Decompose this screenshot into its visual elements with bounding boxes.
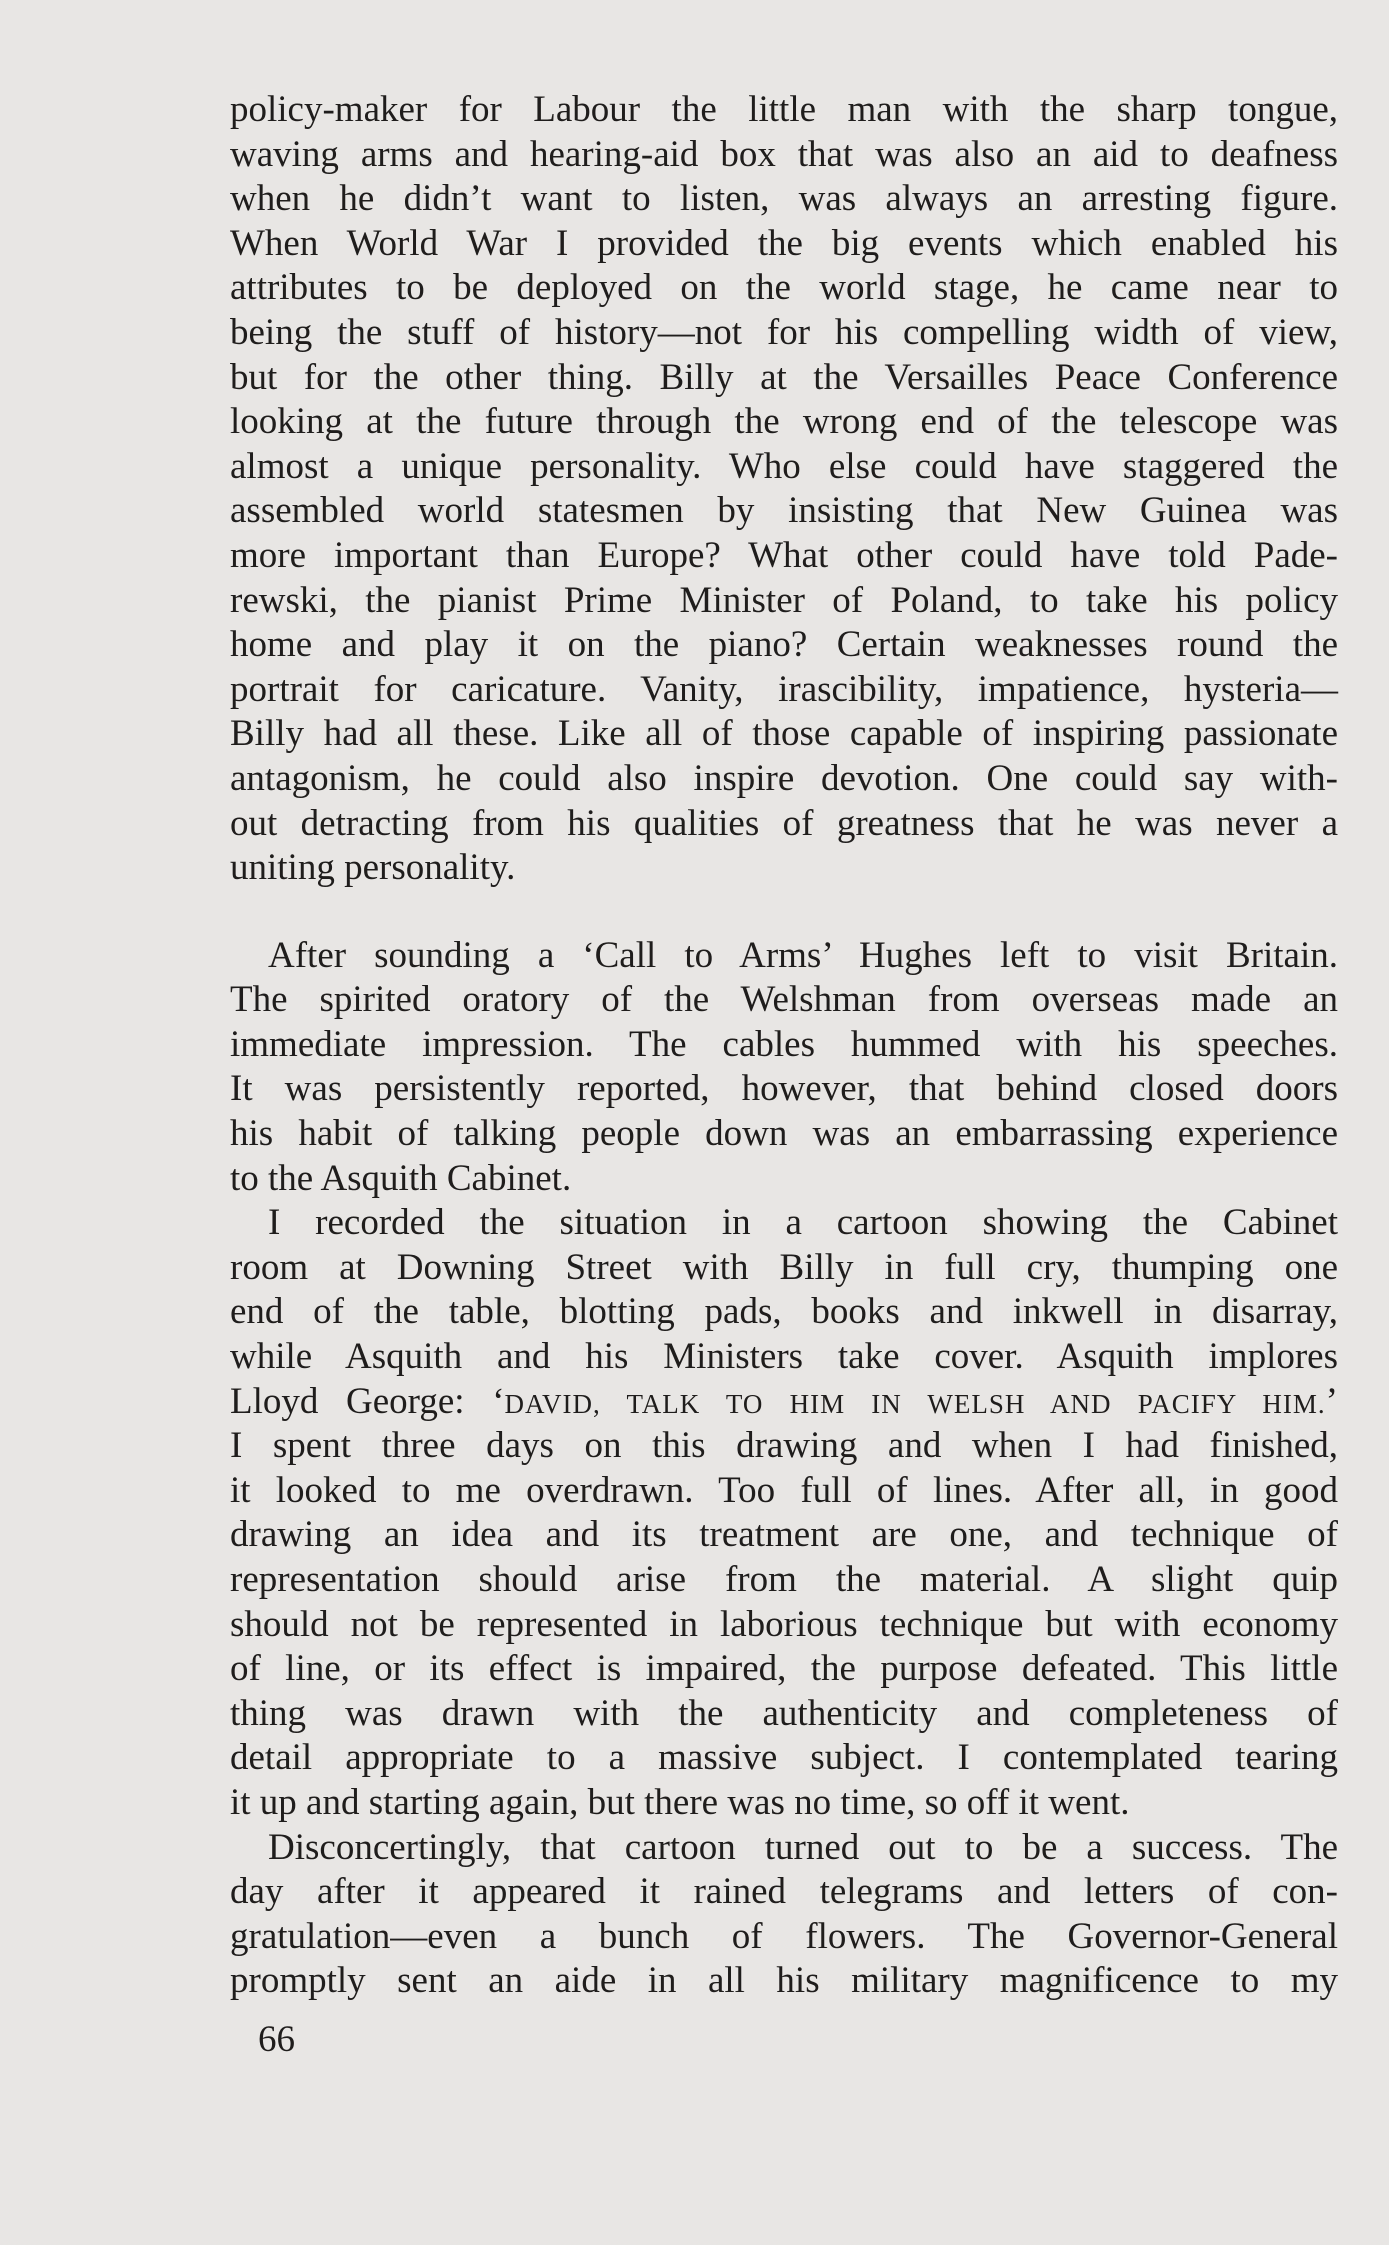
text-line: attributes to be deployed on the world stage, he came near to <box>230 267 1338 309</box>
text-line: room at Downing Street with Billy in full cry, thumping one <box>230 1246 1338 1288</box>
quote-lead: Lloyd George: ‘ <box>230 1380 505 1422</box>
text-line: uniting personality. <box>230 847 516 889</box>
text-line: thing was drawn with the authenticity and completeness of <box>230 1692 1338 1734</box>
quote-smallcaps: DAVID, TALK TO HIM IN WELSH AND PACIFY HIM. <box>504 1388 1326 1419</box>
text-line: should not be represented in laborious technique but with economy <box>230 1603 1338 1645</box>
text-line: being the stuff of history—not for his compelling width of view, <box>230 311 1338 353</box>
text-line: day after it appeared it rained telegrams and letters of con- <box>230 1871 1338 1913</box>
text-line: waving arms and hearing-aid box that was also an aid to deafness <box>230 133 1338 175</box>
text-line: out detracting from his qualities of greatness that he was never a <box>230 802 1338 844</box>
text-line: antagonism, he could also inspire devotion. One could say with- <box>230 757 1338 799</box>
text-line: it up and starting again, but there was no time, so off it went. <box>230 1781 1130 1823</box>
text-line: promptly sent an aide in all his military magnificence to my <box>230 1960 1338 2002</box>
quote-close: ’ <box>1325 1380 1338 1422</box>
text-line: rewski, the pianist Prime Minister of Poland, to take his policy <box>230 579 1338 621</box>
text-line: almost a unique personality. Who else could have staggered the <box>230 445 1338 487</box>
paragraph-1 <box>230 88 1338 891</box>
text-line: When World War I provided the big events which enabled his <box>230 222 1338 264</box>
text-line-quote <box>230 1380 1338 1425</box>
text-line: portrait for caricature. Vanity, irascibility, impatience, hysteria— <box>230 668 1338 710</box>
paragraph-gap <box>230 891 1338 934</box>
page-body <box>230 88 1338 2004</box>
text-line: detail appropriate to a massive subject. I contemplated tearing <box>230 1737 1338 1779</box>
text-line: more important than Europe? What other could have told Pade- <box>230 534 1338 576</box>
paragraph-4 <box>230 1826 1338 2004</box>
text-line: when he didn’t want to listen, was always an arresting figure. <box>230 178 1338 220</box>
text-line: representation should arise from the material. A slight quip <box>230 1559 1338 1600</box>
text-line: I recorded the situation in a cartoon showing the Cabinet <box>268 1202 1338 1244</box>
text-line: After sounding a ‘Call to Arms’ Hughes left to visit Britain. <box>268 934 1338 976</box>
text-line: home and play it on the piano? Certain weaknesses round the <box>230 624 1338 666</box>
paragraph-2 <box>230 934 1338 1202</box>
text-line: The spirited oratory of the Welshman from overseas made an <box>230 979 1338 1021</box>
text-line: while Asquith and his Ministers take cover. Asquith implores <box>230 1336 1338 1378</box>
text-line: It was persistently reported, however, that behind closed doors <box>230 1068 1338 1110</box>
text-line: to the Asquith Cabinet. <box>230 1157 572 1199</box>
text-line: his habit of talking people down was an embarrassing experience <box>230 1113 1338 1155</box>
text-line: of line, or its effect is impaired, the purpose defeated. This little <box>230 1648 1338 1690</box>
text-line: policy-maker for Labour the little man with the sharp tongue, <box>230 89 1338 130</box>
text-line: Disconcertingly, that cartoon turned out to be a success. The <box>268 1826 1338 1868</box>
text-line: assembled world statesmen by insisting that New Guinea was <box>230 490 1338 532</box>
text-line: drawing an idea and its treatment are one, and technique of <box>230 1514 1338 1556</box>
text-line: but for the other thing. Billy at the Versailles Peace Conference <box>230 356 1338 398</box>
paragraph-3 <box>230 1201 1338 1825</box>
text-line: Billy had all these. Like all of those capable of inspiring passionate <box>230 713 1338 755</box>
text-line: it looked to me overdrawn. Too full of lines. After all, in good <box>230 1469 1338 1511</box>
text-line: immediate impression. The cables hummed with his speeches. <box>230 1023 1338 1065</box>
page-number: 66 <box>258 2019 295 2060</box>
text-line: gratulation—even a bunch of flowers. The Governor-General <box>230 1915 1338 1957</box>
text-line: end of the table, blotting pads, books and inkwell in disarray, <box>230 1291 1338 1333</box>
text-line: looking at the future through the wrong end of the telescope was <box>230 401 1338 443</box>
text-line: I spent three days on this drawing and when I had finished, <box>230 1425 1338 1467</box>
